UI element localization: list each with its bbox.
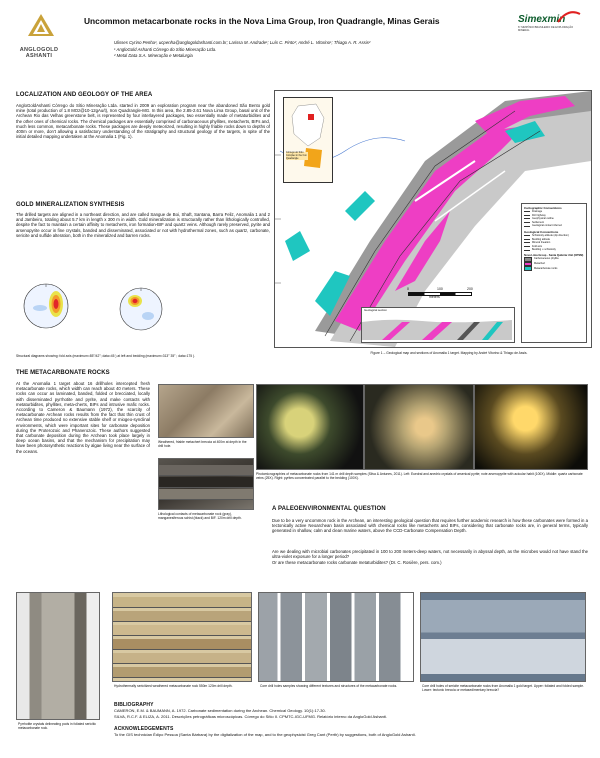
legend-list-geological (524, 234, 584, 252)
legend-label: Fold axis (532, 244, 543, 248)
simexmin-swoosh-icon (556, 10, 582, 24)
legend-swatch (524, 250, 530, 251)
paleo-heading: A PALEOENVIRONMENTAL QUESTION (272, 506, 386, 512)
legend-swatch (524, 215, 530, 216)
affiliation-2: ² Metal Data S.A. Mineração e Metalurgia (114, 53, 193, 58)
legend-label: Schistosity attitude (dip direction) (532, 233, 569, 237)
legend-label: Bedding ∞ schistosity (532, 248, 556, 252)
legend-item (524, 248, 584, 252)
acknowledgements-heading: ACKNOWLEDGEMENTS (114, 726, 174, 732)
stereonet-caption: Structural diagrams showing: fold axis (maximum=85°/42°; data=45 ) at left and bedding (maximum=313° 35° ; data=175 ). (16, 354, 196, 358)
legend-label: Geophysical outline (532, 217, 554, 221)
simexmin-logo (518, 14, 588, 54)
legend-title-unit: Nova Lima Group - Santa Quitéria Unit (CPSM) (524, 253, 584, 257)
legend-swatch (524, 222, 530, 223)
photo-core-textures-caption: Core drill holes samples showing different textures and structures of the metacarbonate rocks. (260, 684, 398, 688)
legend-label: Metacarbonate rocks (534, 266, 558, 270)
anglogold-logo-icon (14, 12, 69, 42)
legend-item (524, 266, 584, 271)
geological-map (274, 90, 592, 348)
scale-200: 200 (467, 287, 473, 291)
acknowledgements-text: To the GIS technician Édipo Pessoa (Santa Bárbara) by the digitalization of the map, and to the geophysicist Greg Cant (Perth) by suggestions, both of AngloGold Ashanti. (114, 732, 416, 737)
scale-bar-graphic (408, 292, 472, 296)
metacarbonate-heading: THE METACARBONATE ROCKS (16, 370, 110, 376)
simexmin-logo-text: Simexmin (518, 14, 566, 25)
bibliography-ref-2: SILVA, R.C.F. & ELIZA, A. 2011. Descrições petrográficas microscópicas. Córrego do Sítio II. CPMTC-IGC-UFMG. Relatório interno da AngloGold Ashanti. (114, 714, 387, 719)
gold-text: The drilled targets are aligned in a northeast direction, and are called Sangue de Boi, Shaft, Santana, Barra Feliz, Anomalia 1 and 2 and Jambeiro, totaling about 5.7 km in length x 300 m in width. Gold mineralization is structurally rather than lithologically controlled, despite the fact to maintain a certain affinity to metacherts, iron formation-BIF and quartz veins. Although rarely preserved, pyrite and arsenopyrite occur in fine crystals, banded and disseminated, associated or not with hydrothermal zones, such as quartz, carbonate, sericite and sulfide alteration, both in the mineralized and barren rocks. (16, 212, 270, 238)
bibliography-ref-1: CAMERON, E.M. & BAUMANN, A. 1972. Carbonate sedimentation during the Archean. Chemical Geology. 10(1):17-30. (114, 708, 326, 713)
map-caption: Figure 1 – Geological map and sections of Anomalia 1 target. Mapping by André Vitorino & Thiago de Assis. (370, 351, 528, 355)
photo-lithological-contacts (158, 458, 254, 510)
paleo-text: Due to be a very uncommon rock in the Archean, an interesting geological question that requires further academic research is how these carbonates were formed in a tectonically active Neoarchean basin associated with chemical rocks like metacherts and BIFs, considering that carbonate rocks are, in general terms, typically generated in shallow, calm and clean marine waters, above the CCD-Carbonate Compensation Depth. (272, 518, 588, 534)
stereonet-fold-axis (22, 282, 70, 330)
legend-label: Dirt highway (532, 213, 546, 217)
anglogold-logo (14, 12, 69, 58)
photo-metachert-breccia (158, 384, 254, 438)
poster-title: Uncommon metacarbonate rocks in the Nova Lima Group, Iron Quadrangle, Minas Gerais (84, 16, 440, 26)
photomicrograph-middle (364, 384, 474, 470)
location-text: AngloGoldAshanti Córrego do Sítio Mineração Ltda. started in 2009 an exploration program near the abandoned São Bento gold mine (total production of 1.8 MOz@10-12gAu/t), Iron Quadrangle-MG. In this area, the 2.85-2.61 Nova Lima Group, basal unit of the Archean Rio das Velhas greenstone belt, is represented by four interlayered packages, two essentially made of metaturbidites and the other ones of chemical rocks. The chemical packages are essentially comprised of carbonaceous phyllites, metacherts, BIFs and, much less common, metacarbonate rocks. These packages are deeply meteorized, resulting in highly friable rocks down to depths of 400m or more, don't allowing a satisfactory understanding of the stratigraphy and structural geology of the targets, in spite of the initial detailed mapping undertaken at the Anomalia 1 (Fig. 1). (16, 103, 270, 140)
legend-label: Mineral lineation (532, 241, 551, 245)
legend-swatch (524, 239, 530, 240)
photo-core-pyrrhotite (16, 592, 100, 720)
photomicrograph-right (474, 384, 588, 470)
bibliography-heading: BIBLIOGRAPHY (114, 702, 154, 708)
photo-lithological-caption: Lithological contacts of metacarbonate rock (gray), manganesiferous schist (black) and BIF. 120m drill depth. (158, 512, 242, 520)
photomicrograph-left (256, 384, 364, 470)
legend-title-geological: Geological Conventions (524, 229, 559, 234)
gold-heading: GOLD MINERALIZATION SYNTHESIS (16, 202, 125, 208)
inset-label: Córrego do Sítio Complex in the Iron Quadrangle (286, 151, 307, 160)
inset-location-map (283, 97, 333, 183)
geological-section (361, 307, 515, 343)
photo-core-sericitized-caption: Hydrothermally sericitized weathered metacarbonate rock 550m 120m drill depth. (114, 684, 233, 688)
legend-swatch (524, 226, 530, 227)
photo-core-breccia (420, 592, 586, 682)
legend-label: Geological contact inferred (532, 224, 562, 228)
legend-label: Bedding attitude (532, 237, 551, 241)
legend-swatch (524, 266, 532, 271)
legend-label: Settlement (532, 220, 544, 224)
legend-list-unit (524, 257, 584, 271)
anglogold-logo-text: ANGLOGOLD ASHANTI (19, 47, 59, 59)
legend-label: Drainage (532, 210, 543, 213)
legend-swatch (524, 246, 530, 247)
legend-label: Carbonaceous phyllite (534, 257, 559, 261)
legend-swatch (524, 211, 530, 212)
photo-metachert-caption: Weathered, friable metachert breccia at 400m at depth in the drill hole. (158, 440, 247, 448)
map-legend (521, 203, 587, 343)
scale-100: 100 (437, 287, 443, 291)
authors: Ulisses Cyrino Penha¹, ucpenha@anglogoldashanti.com.br; Larissa M. Andrade¹; Luís C. Pinto¹; André L. Vitorino¹; Thiago A. R. Assis² (114, 40, 371, 45)
paleo-text-2: Are we dealing with microbial carbonates precipitated in 100 to 200 meters-deep waters, not necessarily in abyssal depth, as the microbes would not have stand the ultra-violet exposure for a longer period? (272, 549, 588, 560)
location-heading: LOCALIZATION AND GEOLOGY OF THE AREA (16, 92, 153, 98)
section-label: Geological section (364, 308, 387, 312)
scale-0: 0 (407, 287, 409, 291)
photo-core-breccia-caption: Core drill holes of sericite metacarbonate rocks from Anomalia 1 gold target. Upper: foliated and folded sample. Lower: tectonic breccia or metasedimentary breccia? (422, 684, 584, 692)
legend-swatch (524, 242, 530, 243)
photo-core-pyrrhotite-caption: Pyrrhotite crystals delineating pods in foliated sericitic metacarbonate rock. (18, 722, 97, 730)
photo-core-textures (258, 592, 414, 682)
metacarbonate-text: At the Anomalia 1 target about 16 drillholes intercepted fresh metacarbonate rocks, which width can reach about 40 meters. These rocks can occur as laminated, banded, folded or brecciated, locally with disseminated pyrrhotite and pyrite, and make contacts with metaturbidites, phyllites, meta-cherts, BIFs and intrusive mafic rocks. According to Cameron & Baumann (1972), the scarcity of metacarbonate Archean rocks results from the fact that thin crust of Archean time produced no extensive stable shelf or miogeo-synclinal environments, which were important sites for carbonate deposition during the Proterozoic and Phanerozoic. These authors suggested that carbonate deposition during the Archean took place largely in deep ocean basins, and that the mechanism for precipitation may have been photosynthetic reactions by algae living near the surface of the oceans. (16, 381, 150, 454)
legend-label: Metachert (534, 262, 546, 266)
legend-list-cartographic (524, 210, 584, 228)
simexmin-subtitle: 6º SIMPÓSIO BRASILEIRO DE EXPLORAÇÃO MINERAL (518, 26, 574, 32)
header (0, 0, 600, 82)
photomicrograph-caption: Photomicrographies of metacarbonate rocks from 141 m drill depth samples (Silva & Antunes, 2011). Left: Euedral and anedric crystals of arsenical pyrite; note arsenopyrite with acicular habit (100X). Middle: quartz carbonate veins (25X). Right: pyrites concentrated parallel to the bedding (100X). (256, 472, 583, 480)
legend-swatch (524, 235, 530, 236)
legend-item (524, 224, 584, 228)
paleo-text-3: Or are these metacarbonate rocks carbonate metaturbidites? (Dr. C. Rosière, pers. com.) (272, 560, 442, 565)
scale-bar (407, 287, 487, 301)
stereonet-bedding (118, 286, 164, 332)
photo-core-sericitized (112, 592, 252, 682)
scale-unit: meters (429, 295, 440, 299)
affiliation-1: ¹ AngloGold Ashanti Córrego do Sítio Mineração Ltda. (114, 47, 217, 52)
legend-title-cartographic: Cartographic Conventions (524, 206, 562, 210)
legend-swatch (524, 218, 530, 219)
